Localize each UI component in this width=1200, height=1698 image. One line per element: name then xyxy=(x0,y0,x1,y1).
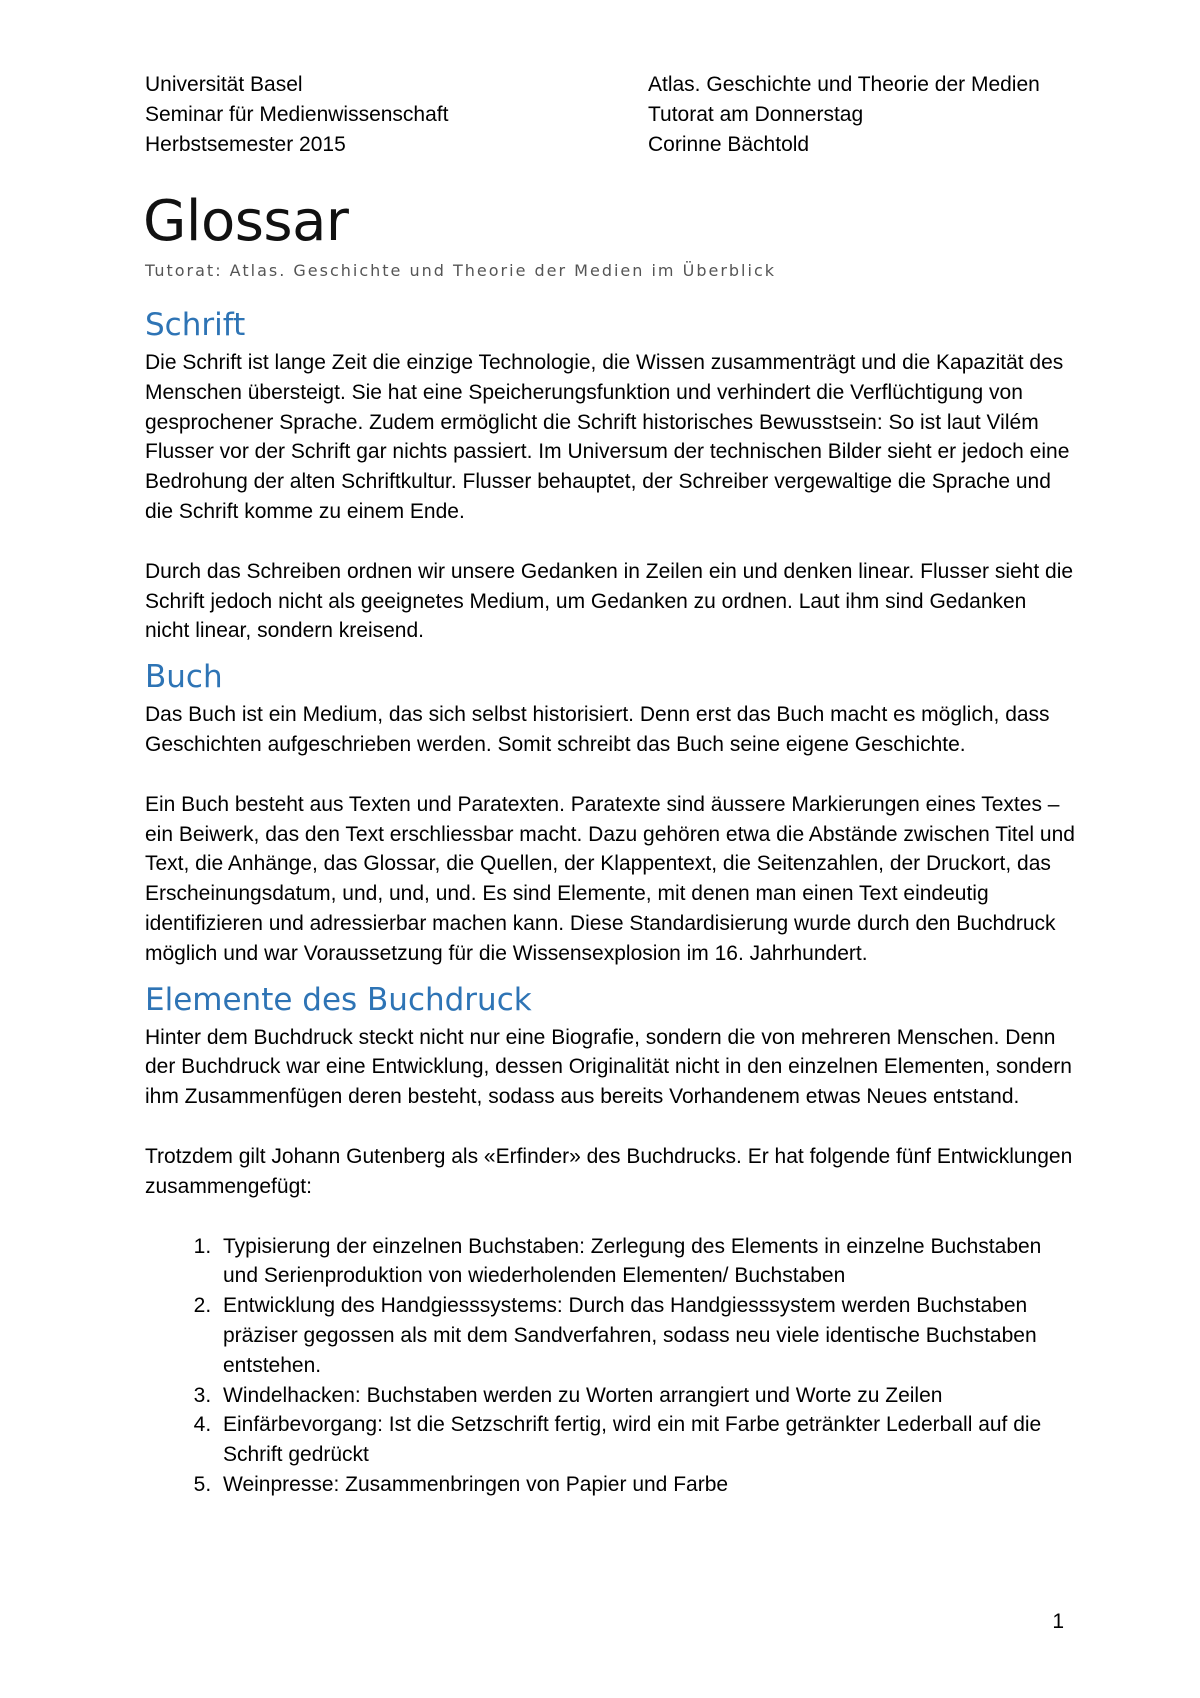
section-heading: Schrift xyxy=(145,307,246,343)
header-seminar: Seminar für Medienwissenschaft xyxy=(145,103,449,126)
list-item: 4. Einfärbevorgang: Ist die Setzschrift fertig, wird ein mit Farbe getränkter Lederball auf die Schrift gedrückt xyxy=(217,1410,1075,1470)
header-course: Atlas. Geschichte und Theorie der Medien xyxy=(648,73,1040,96)
paragraph: Durch das Schreiben ordnen wir unsere Gedanken in Zeilen ein und denken linear. Flusser sieht die Schrift jedoch nicht als geeignetes Medium, um Gedanken zu ordnen. Laut ihm sind Gedanken nicht linear, sondern kreisend. xyxy=(145,559,1074,643)
paragraph: Hinter dem Buchdruck steckt nicht nur eine Biografie, sondern die von mehreren Menschen. Denn der Buchdruck war eine Entwicklung, dessen Originalität nicht in den einzelnen Elementen, sondern ihm Zusammenfügen deren besteht, sodass aus bereits Vorhandenem etwas Neues entstand. xyxy=(145,1025,1072,1109)
section-schrift xyxy=(145,302,1075,646)
header-tutorial: Tutorat am Donnerstag xyxy=(648,103,864,126)
header-left xyxy=(145,70,625,160)
section-elemente-des-buchdruck xyxy=(145,977,1075,1500)
list-item: 5. Weinpresse: Zusammenbringen von Papier und Farbe xyxy=(217,1470,1075,1500)
header-author: Corinne Bächtold xyxy=(648,133,810,156)
section-heading: Elemente des Buchdruck xyxy=(145,981,532,1018)
header-right xyxy=(648,70,1118,160)
paragraph: Die Schrift ist lange Zeit die einzige Technologie, die Wissen zusammenträgt und die Kapazität des Menschen übersteigt. Sie hat eine Speicherungsfunktion und verhindert die Verflüchtigung von gesprochener Sprache. Zudem ermöglicht die Schrift historisches Bewusstsein: So ist laut Vilém Flusser vor der Schrift gar nichts passiert. Im Universum der technischen Bilder sieht er jedoch eine Bedrohung der alten Schriftkultur. Flusser behauptet, der Schreiber vergewaltige die Sprache und die Schrift komme zu einem Ende. xyxy=(145,351,1070,523)
page-number: 1 xyxy=(1052,1610,1064,1633)
section-heading: Buch xyxy=(145,659,223,696)
paragraph: Trotzdem gilt Johann Gutenberg als «Erfinder» des Buchdrucks. Er hat folgende fünf Entwicklungen zusammengefügt: xyxy=(145,1144,1073,1198)
numbered-list xyxy=(145,1232,1075,1500)
document-body xyxy=(145,302,1075,1500)
list-item: 3. Windelhacken: Buchstaben werden zu Worten arrangiert und Worte zu Zeilen xyxy=(217,1381,1075,1411)
list-item: 2. Entwicklung des Handgiesssystems: Durch das Handgiesssystem werden Buchstaben präziser gegossen als mit dem Sandverfahren, sodass neu viele identische Buchstaben entstehen. xyxy=(217,1291,1075,1380)
paragraph: Das Buch ist ein Medium, das sich selbst historisiert. Denn erst das Buch macht es möglich, dass Geschichten aufgeschrieben werden. Somit schreibt das Buch seine eigene Geschichte. xyxy=(145,703,1050,756)
document-title: Glossar xyxy=(143,189,349,254)
document-subtitle: Tutorat: Atlas. Geschichte und Theorie der Medien im Überblick xyxy=(145,261,776,280)
paragraph: Ein Buch besteht aus Texten und Paratexten. Paratexte sind äussere Markierungen eines Textes – ein Beiwerk, das den Text erschliessbar macht. Dazu gehören etwa die Abstände zwischen Titel und Text, die Anhänge, das Glossar, die Quellen, der Klappentext, die Seitenzahlen, der Druckort, das Erscheinungsdatum, und, und, und. Es sind Elemente, mit denen man einen Text eindeutig identifizieren und adressierbar machen kann. Diese Standardisierung wurde durch den Buchdruck möglich und war Voraussetzung für die Wissensexplosion im 16. Jahrhundert. xyxy=(145,792,1075,965)
section-buch xyxy=(145,654,1075,968)
list-item: 1. Typisierung der einzelnen Buchstaben: Zerlegung des Elements in einzelne Buchstaben und Serienproduktion von wiederholenden Elementen/ Buchstaben xyxy=(217,1232,1075,1292)
header-university: Universität Basel xyxy=(145,73,303,96)
header-semester: Herbstsemester 2015 xyxy=(145,133,346,156)
